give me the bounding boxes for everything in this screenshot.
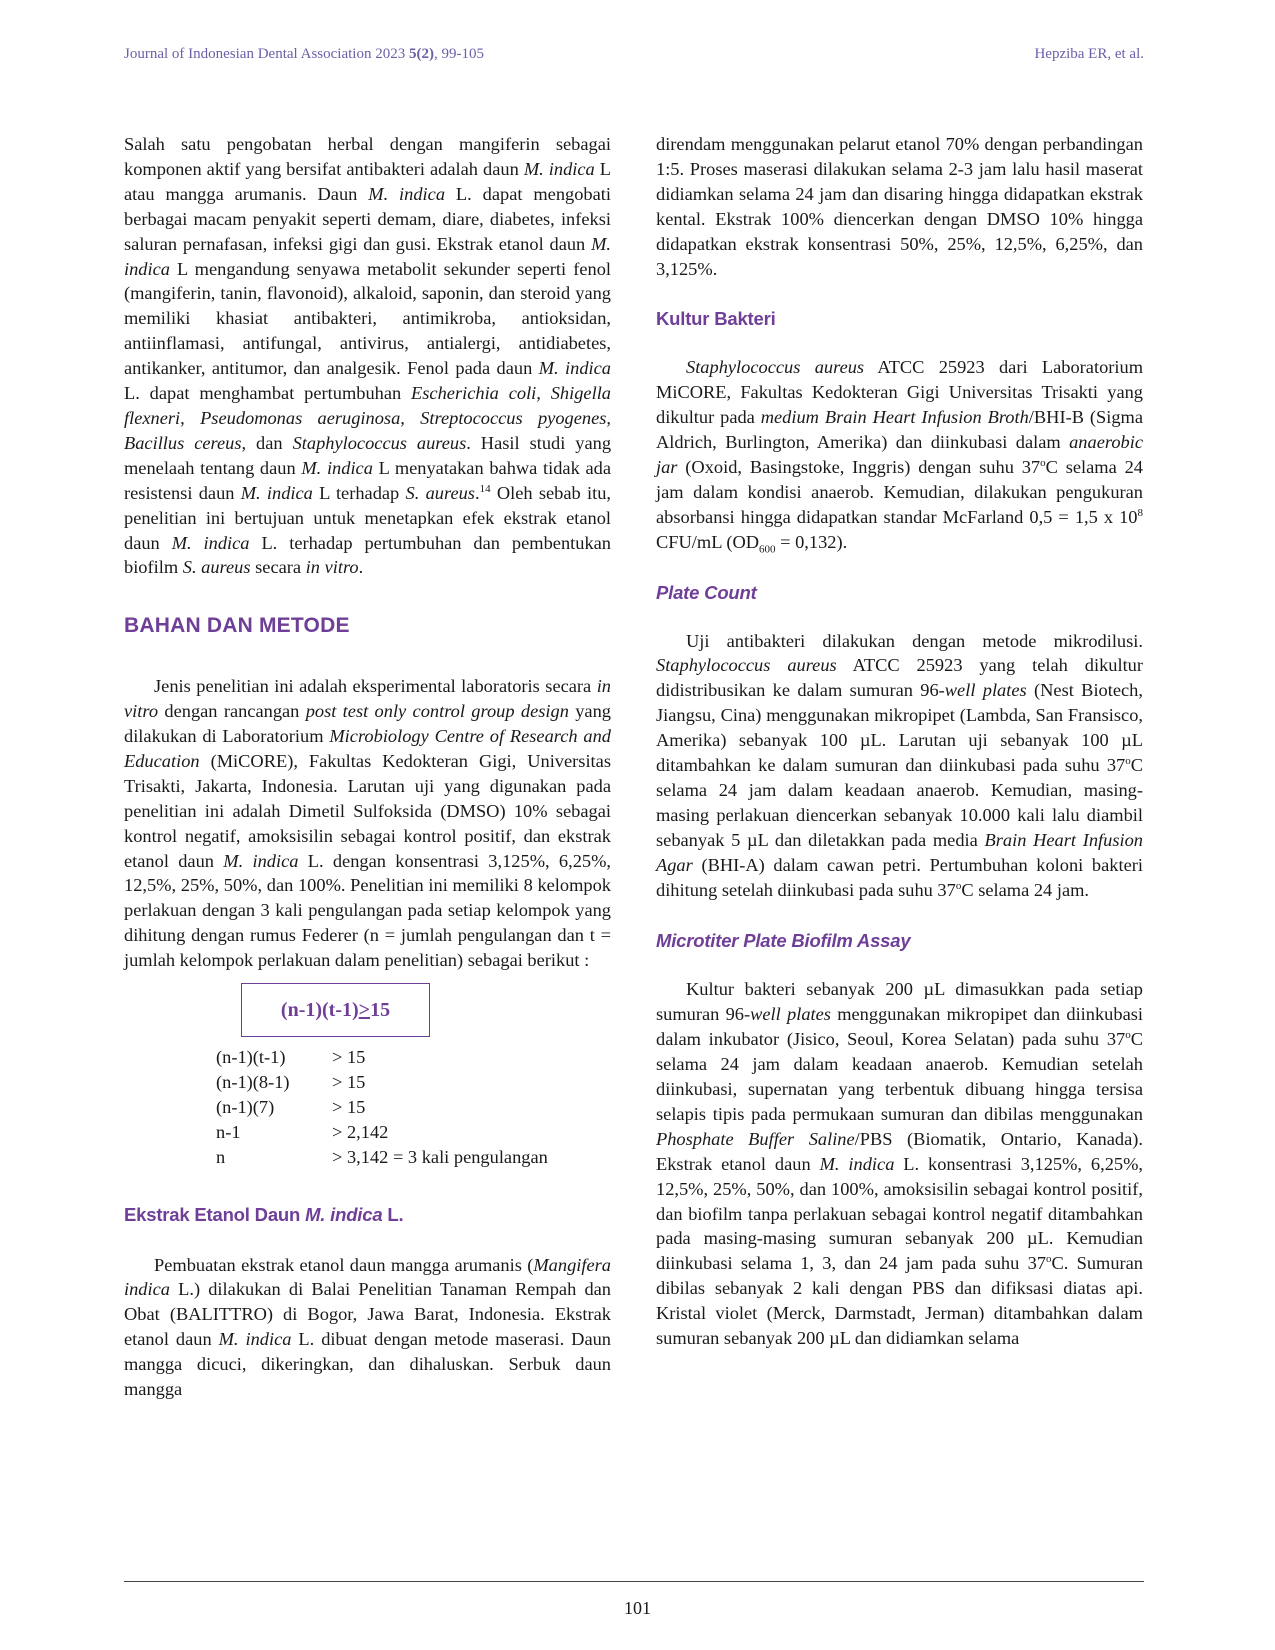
italic-run: M. indica (819, 1153, 895, 1174)
page-number: 101 (624, 1598, 651, 1618)
biofilm-paragraph (656, 977, 1143, 1351)
superscript-run: o (1040, 456, 1046, 469)
equation-left: n (216, 1146, 226, 1167)
text-run: menggunakan mikropipet dan diinkubasi dalam inkubator (Jisico, Seoul, Korea Selatan) pada suhu 37 (656, 1004, 1143, 1050)
text-run: ATCC 25923 yang telah dikultur didistribusikan ke dalam sumuran 96- (656, 655, 1143, 701)
text-run: . (474, 482, 480, 503)
italic-run: Staphylococcus aureus (292, 432, 467, 453)
italic-run: Microbiology Centre of Research and Education (124, 726, 612, 771)
text-run: C selama 24 jam. (961, 879, 1090, 900)
text-run: L menyatakan bahwa tidak ada resistensi daun (124, 457, 611, 503)
page-range: , 99-105 (433, 46, 484, 62)
text-run: CFU/mL (OD (656, 531, 760, 552)
equation-right: > 15 (332, 1096, 366, 1117)
text-run: L terhadap (312, 482, 406, 503)
formula-value: 15 (370, 998, 391, 1021)
equation-right: > 2,142 (332, 1121, 389, 1142)
superscript-run: o (1125, 754, 1131, 767)
intro-paragraph (124, 132, 611, 580)
text-run: C selama 24 jam dalam kondisi anaerob. Kemudian, dilakukan pengukuran absorbansi hingga didapatkan standar McFarland 0,5 = 1,5 x 10 (656, 456, 1143, 527)
equation-row (216, 1095, 548, 1120)
italic-run: M. indica (171, 532, 250, 553)
equation-right: > 15 (332, 1047, 366, 1068)
plate-count-paragraph (656, 629, 1143, 903)
running-header-journal (124, 46, 484, 63)
text-run: . (358, 557, 364, 578)
running-header-authors: Hepziba ER, et al. (1034, 46, 1144, 62)
italic-run: M. indica (223, 850, 299, 871)
italic-run: well plates (750, 1004, 831, 1025)
text-run: , dan (241, 432, 293, 453)
italic-run: M. indica (124, 233, 611, 279)
text-run: Salah satu pengobatan herbal dengan mangiferin sebagai komponen aktif yang bersifat antibakteri adalah daun (124, 134, 611, 179)
italic-run: M. indica (523, 158, 595, 179)
text-run: C selama 24 jam dalam keadaan anaerob. Kemudian setelah diinkubasi, supernatan yang terbentuk dibuang hingga tersisa selapis tipis pada permukaan sumuran dan dibilas menggunakan (656, 1029, 1143, 1124)
subsection-title-biofilm: Microtiter Plate Biofilm Assay (656, 930, 911, 952)
equation-right: > 3,142 = 3 kali pengulangan (332, 1146, 548, 1167)
text-run: L. dibuat dengan metode maserasi. Daun mangga dicuci, dikeringkan, dan dihaluskan. Serbuk daun mangga (124, 1329, 611, 1400)
text-run: L atau mangga arumanis. Daun (124, 158, 611, 204)
text-run: L. dengan konsentrasi 3,125%, 6,25%, 12,5%, 25%, 50%, dan 100%. Penelitian ini memiliki 8 kelompok perlakuan dengan 3 kali pengulangan pada setiap kelompok yang dihitung dengan rumus Federer (n = jumlah pengulangan dan t = jumlah kelompok perlakuan dalam penelitian) sebagai berikut : (124, 850, 611, 971)
italic-run: Staphylococcus aureus (686, 357, 865, 378)
text-run: . Hasil studi yang menelaah tentang daun (124, 432, 612, 478)
extract-continued-paragraph (656, 132, 1143, 281)
journal-name: Journal of Indonesian Dental Association 2023 (124, 46, 409, 62)
italic-run: post test only control group design (305, 701, 569, 722)
italic-run: M. indica (240, 482, 313, 503)
subsection-title-extract (124, 1203, 611, 1228)
italic-run: Mangifera indica (124, 1254, 611, 1300)
italic-run: Phosphate Buffer Saline (656, 1128, 855, 1149)
subsection-title-culture: Kultur Bakteri (656, 308, 776, 330)
text-run: Uji antibakteri dilakukan dengan metode mikrodilusi. (686, 630, 1143, 651)
volume-issue: 5(2) (408, 46, 434, 62)
federer-calculation (216, 1045, 548, 1170)
text-run: C selama 24 jam dalam keadaan anaerob. Kemudian, masing-masing perlakuan diencerkan sebanyak 10.000 kali lalu diambil sebanyak 5 µL dan diletakkan pada media (656, 755, 1143, 850)
text-run: = 0,132). (775, 531, 848, 552)
text-run: Ekstrak Etanol Daun (124, 1203, 306, 1225)
italic-run: M. indica (538, 358, 612, 379)
equation-row (216, 1145, 548, 1170)
text-run: Pembuatan ekstrak etanol daun mangga arumanis ( (154, 1254, 534, 1275)
superscript-run: o (955, 879, 962, 892)
text-run: L. dapat menghambat pertumbuhan (124, 383, 412, 404)
superscript-run: o (1045, 1253, 1052, 1266)
italic-run: M. indica (218, 1329, 292, 1350)
text-run: (MiCORE), Fakultas Kedokteran Gigi, Universitas Trisakti, Jakarta, Indonesia. Larutan uji yang digunakan pada penelitian ini adalah Dimetil Sulfoksida (DMSO) 10% sebagai kontrol negatif, amoksisilin sebagai kontrol positif, dan ekstrak etanol daun (124, 750, 611, 871)
italic-run: well plates (944, 680, 1027, 701)
text-run: (Oxoid, Basingstoke, Inggris) dengan suhu 37 (677, 456, 1041, 477)
text-run: L. terhadap pertumbuhan dan pembentukan biofilm (124, 532, 611, 578)
italic-run: Brain Heart Infusion Agar (656, 829, 1143, 875)
italic-run: M. indica (305, 1203, 383, 1225)
text-run: Oleh sebab itu, penelitian ini bertujuan untuk menetapkan efek ekstrak etanol daun (124, 482, 611, 553)
equation-left: n-1 (216, 1121, 241, 1142)
text-run: Jenis penelitian ini adalah eksperimental laboratoris secara (154, 676, 597, 697)
italic-run: medium Brain Heart Infusion Broth (760, 407, 1029, 428)
text-run: L mengandung senyawa metabolit sekunder seperti fenol (mangiferin, tanin, flavonoid), alkaloid, saponin, dan steroid yang memiliki khasiat antibakteri, antimikroba, antioksidan, antiinflamasi, antifungal, antivirus, antialergi, antidiabetes, antikanker, antitumor, dan analgesik. Fenol pada daun (124, 258, 611, 379)
superscript-run: o (1125, 1029, 1131, 1042)
text-run: yang dilakukan di Laboratorium (124, 701, 611, 747)
text-run: Kultur bakteri sebanyak 200 µL dimasukkan pada setiap sumuran 96- (656, 979, 1143, 1025)
italic-run: S. aureus (405, 482, 475, 503)
equation-row (216, 1070, 548, 1095)
equation-row (216, 1045, 548, 1070)
text-run: secara (250, 557, 306, 578)
superscript-run: 8 (1137, 506, 1143, 519)
equation-left: (n-1)(7) (216, 1096, 275, 1117)
superscript-run: 14 (479, 482, 491, 495)
italic-run: in vitro (305, 557, 359, 578)
text-run: dengan rancangan (158, 701, 306, 722)
extract-paragraph (124, 1253, 611, 1402)
italic-run: Staphylococcus aureus (656, 655, 837, 676)
equation-row (216, 1120, 548, 1145)
footer-rule (124, 1581, 1144, 1582)
federer-formula-box (241, 983, 430, 1037)
text-run: ATCC 25923 dari Laboratorium MiCORE, Fakultas Kedokteran Gigi Universitas Trisakti yang dikultur pada (656, 357, 1143, 428)
culture-paragraph (656, 355, 1143, 554)
italic-run: in vitro (124, 676, 611, 722)
formula-symbol: > (358, 998, 371, 1021)
italic-run: M. indica (301, 457, 373, 478)
text-run: C. Sumuran dibilas sebanyak 2 kali dengan PBS dan difiksasi diatas api. Kristal violet (Merck, Darmstadt, Jerman) ditambahkan dalam sumuran sebanyak 200 µL dan didiamkan selama (656, 1253, 1143, 1349)
text-run: /PBS (Biomatik, Ontario, Kanada). Ekstrak etanol daun (656, 1128, 1143, 1174)
equation-left: (n-1)(t-1) (216, 1047, 286, 1068)
italic-run: Escherichia coli, Shigella flexneri, Pseudomonas aeruginosa, Streptococcus pyogenes, Bacillus cereus (124, 383, 611, 453)
text-run: /BHI-B (Sigma Aldrich, Burlington, Amerika) dan diinkubasi dalam (656, 407, 1143, 453)
text-run: direndam menggunakan pelarut etanol 70% dengan perbandingan 1:5. Proses maserasi dilakukan selama 2-3 jam lalu hasil maserat didiamkan selama 24 jam dan disaring hingga didapatkan ekstrak kental. Ekstrak 100% diencerkan dengan DMSO 10% hingga didapatkan ekstrak konsentrasi 50%, 25%, 12,5%, 6,25%, dan 3,125%. (656, 134, 1143, 279)
right-column (656, 132, 1143, 1351)
subscript-run: 600 (759, 543, 776, 556)
left-column (124, 132, 611, 1402)
italic-run: M. indica (368, 183, 446, 204)
italic-run: anaerobic jar (656, 432, 1143, 477)
subsection-title-plate-count: Plate Count (656, 581, 757, 603)
equation-right: > 15 (332, 1072, 366, 1092)
methods-paragraph (124, 674, 611, 973)
text-run: L.) dilakukan di Balai Penelitian Tanaman Rempah dan Obat (BALITTRO) di Bogor, Jawa Barat, Indonesia. Ekstrak etanol daun (124, 1279, 611, 1350)
text-run: L. (382, 1203, 404, 1225)
text-run: L. konsentrasi 3,125%, 6,25%, 12,5%, 25%, 50%, dan 100%, amoksisilin sebagai kontrol positif, dan biofilm tanpa perlakuan sebagai kontrol negatif ditambahkan pada masing-masing sumuran sebanyak 200 µL. Kemudian diinkubasi selama 1, 3, dan 24 jam pada suhu 37 (656, 1153, 1144, 1274)
italic-run: S. aureus (182, 557, 251, 578)
text-run: (BHI-A) dalam cawan petri. Pertumbuhan koloni bakteri dihitung setelah diinkubasi pada suhu 37 (656, 854, 1143, 900)
formula-main: (n-1)(t-1) (280, 998, 359, 1021)
text-run: L. dapat mengobati berbagai macam penyakit seperti demam, diare, diabetes, infeksi saluran pernafasan, infeksi gigi dan gusi. Ekstrak etanol daun (124, 183, 611, 254)
equation-left: (n-1)(8-1) (216, 1072, 290, 1092)
text-run: (Nest Biotech, Jiangsu, Cina) menggunakan mikropipet (Lambda, San Fransisco, Amerika) sebanyak 100 µL. Larutan uji sebanyak 100 µL ditambahkan ke dalam sumuran dan diinkubasi pada suhu 37 (656, 680, 1143, 776)
section-title-methods: BAHAN DAN METODE (124, 614, 350, 638)
